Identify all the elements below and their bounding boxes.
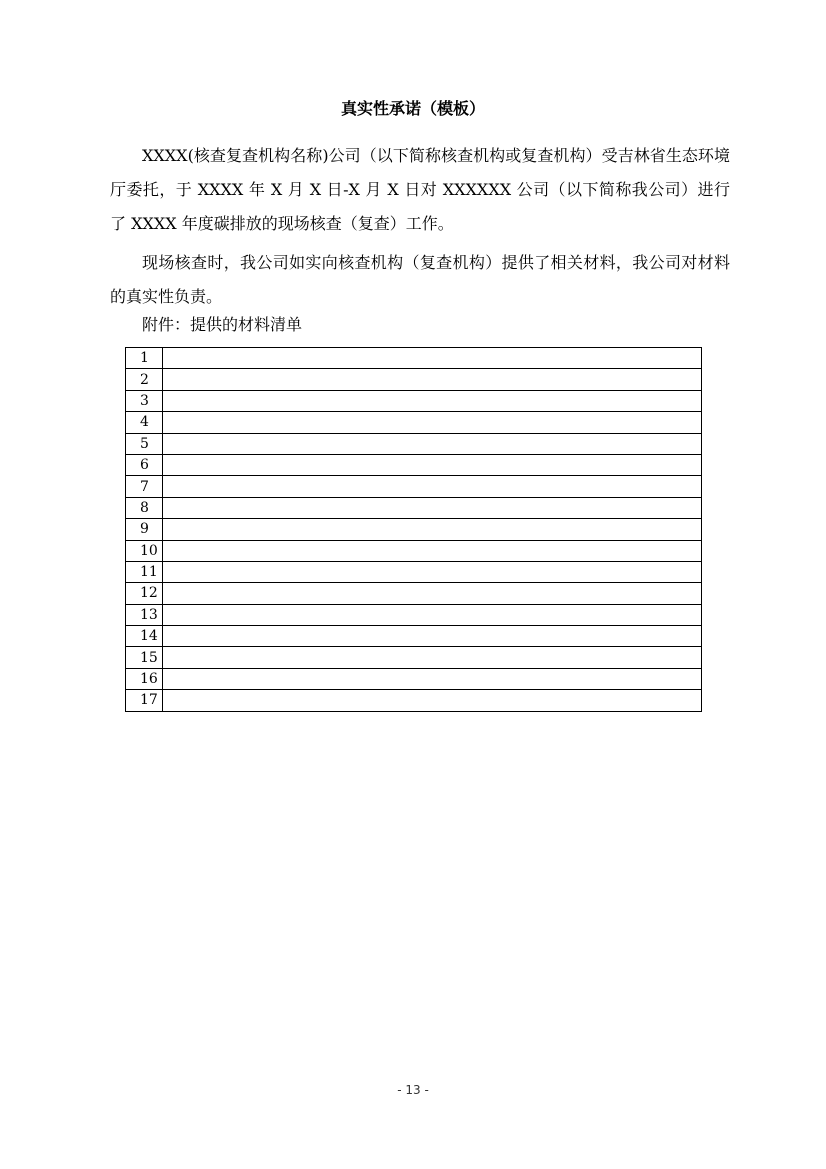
table-row [126,626,702,647]
row-number-cell: 13 [126,604,163,625]
table-row [126,369,702,390]
table-row [126,668,702,689]
material-entry-cell[interactable] [163,369,702,390]
material-entry-cell[interactable] [163,454,702,475]
table-row [126,690,702,711]
row-number-cell: 7 [126,476,163,497]
row-number-cell: 10 [126,540,163,561]
table-row [126,476,702,497]
row-number-cell: 4 [126,412,163,433]
commitment-paragraph-2: 现场核查时，我公司如实向核查机构（复查机构）提供了相关材料，我公司对材料的真实性负责。 [110,253,730,306]
row-number-cell: 2 [126,369,163,390]
material-entry-cell[interactable] [163,412,702,433]
table-row [126,647,702,668]
material-entry-cell[interactable] [163,390,702,411]
material-entry-cell[interactable] [163,583,702,604]
table-row [126,519,702,540]
material-entry-cell[interactable] [163,476,702,497]
row-number-cell: 8 [126,497,163,518]
table-row [126,583,702,604]
materials-table-body [126,348,702,712]
row-number-cell: 6 [126,454,163,475]
material-entry-cell[interactable] [163,647,702,668]
table-row [126,348,702,369]
row-number-cell: 17 [126,690,163,711]
table-row [126,433,702,454]
row-number-cell: 5 [126,433,163,454]
row-number-cell: 9 [126,519,163,540]
attachment-label: 附件：提供的材料清单 [142,315,303,334]
material-entry-cell[interactable] [163,668,702,689]
table-row [126,390,702,411]
table-row [126,497,702,518]
commitment-paragraph-1: XXXX(核查复查机构名称)公司（以下简称核查机构或复查机构）受吉林省生态环境厅委托，于 XXXX 年 X 月 X 日-X 月 X 日对 XXXXXX 公司（以下简称我公司）进行了 XXXX 年度碳排放的现场核查（复查）工作。 [110,146,730,233]
page-number: - 13 - [397,1083,429,1097]
material-entry-cell[interactable] [163,348,702,369]
table-row [126,604,702,625]
row-number-cell: 15 [126,647,163,668]
material-entry-cell[interactable] [163,604,702,625]
material-entry-cell[interactable] [163,497,702,518]
table-row [126,412,702,433]
material-entry-cell[interactable] [163,690,702,711]
materials-table [125,347,702,712]
table-row [126,454,702,475]
row-number-cell: 16 [126,668,163,689]
row-number-cell: 11 [126,561,163,582]
row-number-cell: 12 [126,583,163,604]
row-number-cell: 3 [126,390,163,411]
material-entry-cell[interactable] [163,519,702,540]
material-entry-cell[interactable] [163,626,702,647]
material-entry-cell[interactable] [163,433,702,454]
page-title: 真实性承诺（模板） [340,99,485,118]
row-number-cell: 14 [126,626,163,647]
table-row [126,540,702,561]
table-row [126,561,702,582]
material-entry-cell[interactable] [163,540,702,561]
material-entry-cell[interactable] [163,561,702,582]
row-number-cell: 1 [126,348,163,369]
